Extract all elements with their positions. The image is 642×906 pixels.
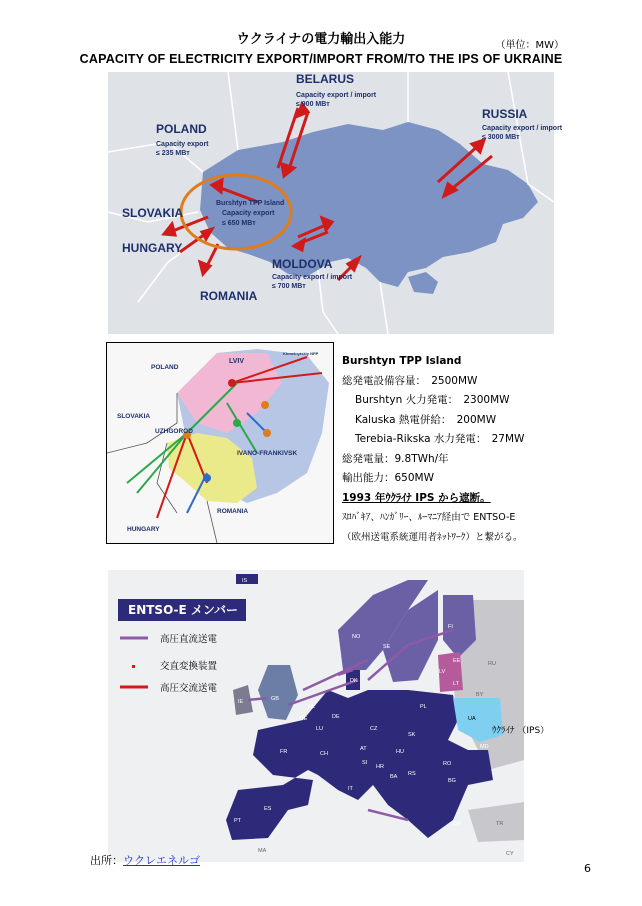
burshtyn-info-block [342,352,632,547]
unit-label: （単位：MW） [495,40,564,51]
code-dk: DK [350,678,358,684]
code-is: IS [242,578,248,584]
map2-ivano: IVANO-FRANKIVSK [237,450,298,457]
ukraine-ips-label: ｳｸﾗｲﾅ （IPS） [492,726,550,736]
code-hr: HR [376,764,384,770]
code-de: DE [332,714,340,720]
legend-title: ENTSO-E メンバー [128,603,239,617]
map2-slovakia: SLOVAKIA [117,413,151,420]
info-total-generation: 総発電量：9.8TWh/年 [342,452,449,465]
island-caption-3: ≤ 650 МВт [222,220,256,227]
code-fi: FI [448,624,453,630]
code-ru: RU [488,661,496,667]
moldova-caption-1: Capacity export / import [272,274,353,281]
code-hu: HU [396,749,404,755]
code-ro: RO [443,761,452,767]
code-ua: UA [468,716,476,722]
russia-caption-2: ≤ 3000 МВт [482,134,520,141]
info-burshtyn-thermal: Burshtyn 火力発電： 2300MW [355,394,510,406]
belarus-caption-1: Capacity export / import [296,92,377,99]
map2-lviv: LVIV [229,358,245,365]
country-poland: POLAND [156,122,207,136]
code-cz: CZ [370,726,378,732]
country-romania: ROMANIA [200,289,258,303]
burshtyn-island-map-frame [106,342,334,544]
country-moldova: MOLDOVA [272,257,333,271]
ukraine-capacity-map [108,72,563,334]
info-connection-2: （欧州送電系統運用者ﾈｯﾄﾜｰｸ）と繋がる。 [342,531,523,543]
legend-converter-swatch [132,665,135,668]
code-gr: GR [453,821,462,827]
code-lv: LV [439,669,446,675]
source-label: 出所： [90,854,123,867]
code-at: AT [360,746,367,752]
map2-poland: POLAND [151,364,179,371]
code-nl: NL [308,704,316,710]
code-lt: LT [453,681,460,687]
info-total-capacity: 総発電設備容量： 2500MW [342,374,478,387]
code-pl: PL [420,704,427,710]
code-tr: TR [496,821,504,827]
code-md: MD [480,744,489,750]
code-pt: PT [234,818,242,824]
russia-caption-1: Capacity export / import [482,125,563,132]
page-title-en: CAPACITY OF ELECTRICITY EXPORT/IMPORT FROM/TO THE IPS OF UKRAINE [79,52,563,66]
info-title: Burshtyn TPP Island [342,355,462,367]
code-ba: BA [390,774,398,780]
code-gb: GB [271,696,279,702]
code-es: ES [264,806,272,812]
code-cy: CY [506,851,514,857]
map2-uzhgorod: UZHGOROD [155,428,193,435]
info-disconnected: 1993 年ｳｸﾗｲﾅ IPS から遮断。 [342,491,491,504]
page-number: 6 [584,862,591,875]
code-be: BE [300,716,308,722]
burshtyn-island-map [107,343,333,543]
legend-hvac: 高圧交流送電 [160,683,218,694]
code-ma: MA [258,848,267,854]
code-rs: RS [408,771,416,777]
code-se: SE [383,644,391,650]
map2-romania: ROMANIA [217,508,249,515]
code-no: NO [352,634,361,640]
info-terebia-hydro: Terebia-Rikska 水力発電： 27MW [355,433,525,445]
info-kaluska-chp: Kaluska 熱電併給： 200MW [355,413,497,426]
info-connection-1: ｽﾛﾊﾞｷｱ、ﾊﾝｶﾞﾘｰ、ﾙｰﾏﾆｱ経由で ENTSO-E [342,512,516,523]
code-lu: LU [316,726,324,732]
country-russia: RUSSIA [482,107,528,121]
country-slovakia: SLOVAKIA [122,206,184,220]
source-line [90,852,200,868]
moldova-caption-2: ≤ 700 МВт [272,283,306,290]
source-link[interactable]: ウクレエネルゴ [123,854,200,867]
island-caption-2: Capacity export [222,210,275,217]
code-ch: CH [320,751,328,757]
island-caption-1: Burshtyn TPP Island [216,200,285,207]
entsoe-member-map [108,570,550,862]
code-ee: EE [453,658,461,664]
legend-converter: 交直変換装置 [160,661,218,672]
code-fr: FR [280,749,288,755]
code-sk: SK [408,732,416,738]
country-hungary: HUNGARY [122,241,183,255]
code-ie: IE [238,699,244,705]
legend-hvdc: 高圧直流送電 [160,634,218,645]
info-export-capacity: 輸出能力：650MW [342,472,434,484]
code-by: BY [476,692,484,698]
poland-caption-1: Capacity export [156,141,209,148]
map2-khmelnytsky: Khmelnytskiy NPP [283,351,319,356]
code-si: SI [362,760,368,766]
belarus-caption-2: ≤ 900 МВт [296,101,330,108]
code-it: IT [348,786,353,792]
poland-caption-2: ≤ 235 МВт [156,150,190,157]
map2-hungary: HUNGARY [127,526,160,533]
country-belarus: BELARUS [296,72,355,86]
page-title-jp: ウクライナの電力輸出入能力 [236,32,406,47]
code-bg: BG [448,778,456,784]
